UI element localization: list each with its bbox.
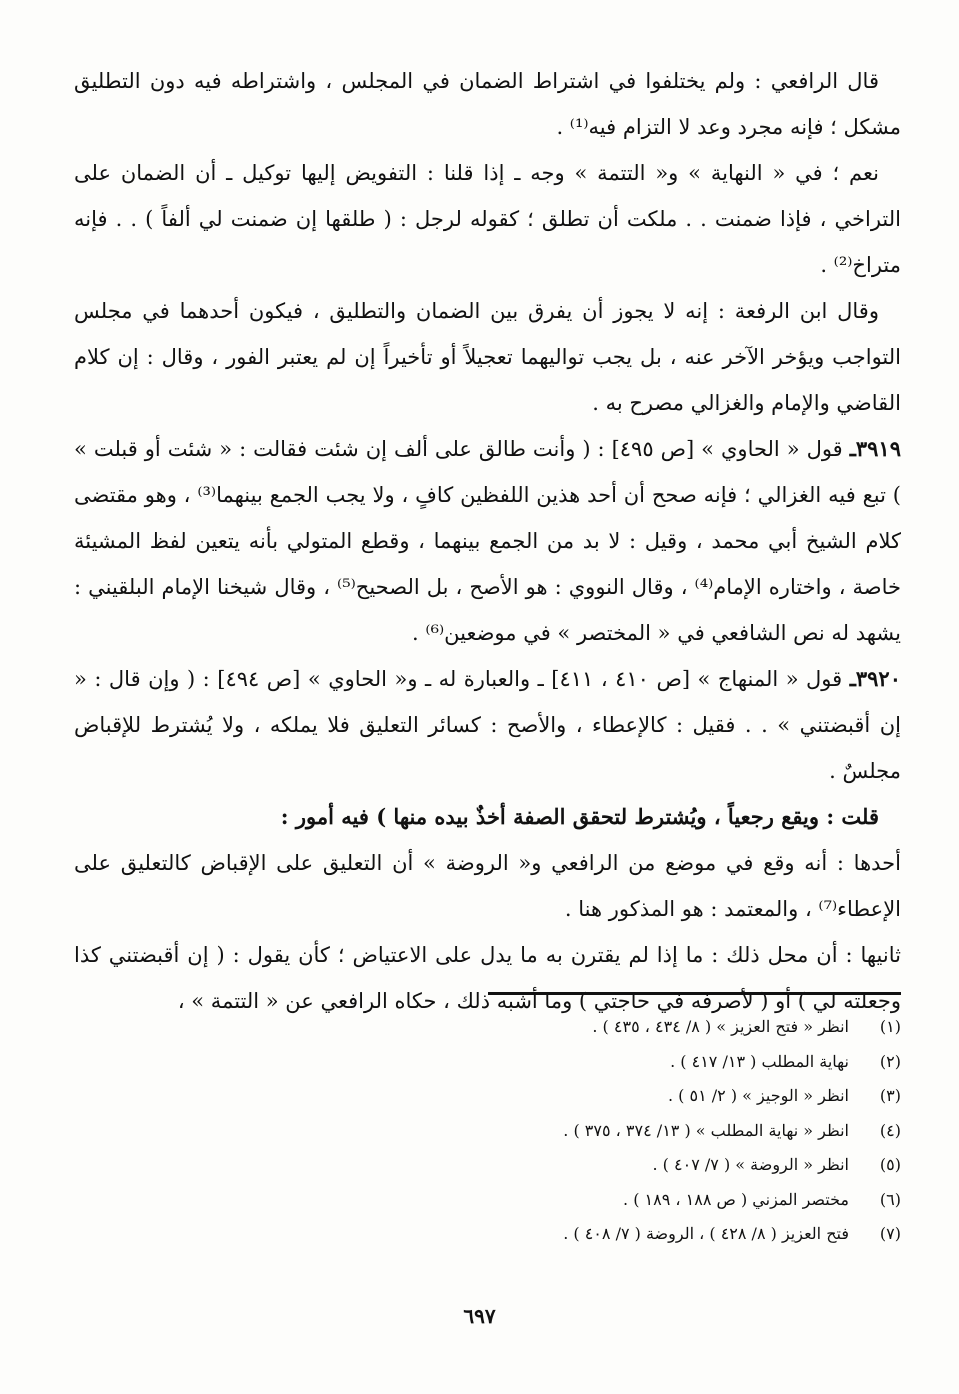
footnote-text: انظر « فتح العزيز » ( ٨/ ٤٣٤ ، ٤٣٥ ) . xyxy=(592,1017,849,1036)
footnote-text: نهاية المطلب ( ١٣/ ٤١٧ ) . xyxy=(670,1051,849,1071)
paragraph-text: قول « المنهاج » [ص ٤١٠ ، ٤١١] ـ والعبارة له ـ و« الحاوي » [ص ٤٩٤] : ( وإن قال : « إن أقبضتني » . . فقيل : كالإعطاء ، والأصح : كسائر التعليق فلا يملكه ، ولا يُشترط للإقباض مجلسٌ . xyxy=(74,667,901,783)
footnote-text: انظر « نهاية المطلب » ( ١٣/ ٣٧٤ ، ٣٧٥ ) . xyxy=(563,1120,849,1140)
paragraph-text: قال الرافعي : ولم يختلفوا في اشتراط الضمان في المجلس ، واشتراطه فيه دون التطليق مشكل ؛ فإنه مجرد وعد لا التزام فيه⁽¹⁾ . xyxy=(74,69,901,139)
paragraph-text: أحدها : أنه وقع في موضع من الرافعي و« الروضة » أن التعليق على الإقباض كالتعليق على الإعطاء⁽⁷⁾ ، والمعتمد : هو المذكور هنا . xyxy=(74,851,901,921)
page-number: ٦٩٧ xyxy=(463,1304,496,1328)
footnote xyxy=(74,1148,901,1183)
paragraph-text: وقال ابن الرفعة : إنه لا يجوز أن يفرق بين الضمان والتطليق ، فيكون أحدهما في مجلس التواجب ويؤخر الآخر عنه ، بل يجب تواليهما تعجيلاً أو تأخيراً إن لم يعتبر الفور ، وقال : إن كلام القاضي والإمام والغزالي مصرح به . xyxy=(74,299,901,415)
footnote-text: انظر « الوجيز » ( ٢/ ٥١ ) . xyxy=(668,1086,849,1105)
paragraph-text: نعم ؛ في « النهاية » و« التتمة » وجه ـ إذا قلنا : التفويض إليها توكيل ـ أن الضمان على التراخي ، فإذا ضمنت . . ملكت أن تطلق ؛ كقوله لرجل : ( طلقها إن ضمنت لي ألفاً ) . . فإنه متراخ⁽²⁾ . xyxy=(74,161,901,277)
paragraph xyxy=(74,288,901,426)
footnote xyxy=(74,1010,901,1045)
footnote-number: (١) xyxy=(879,1017,901,1036)
footnote-number: (٤) xyxy=(879,1120,901,1140)
footnote-number: (٧) xyxy=(879,1224,901,1243)
footnote xyxy=(74,1217,901,1252)
footnote-number: (٥) xyxy=(879,1155,901,1174)
footnote xyxy=(74,1114,901,1149)
paragraph xyxy=(74,58,901,150)
footnote-text: انظر « الروضة » ( ٧/ ٤٠٧ ) . xyxy=(652,1155,849,1174)
footnote xyxy=(74,1045,901,1080)
numbered-entry xyxy=(74,656,901,794)
footnote-number: (٦) xyxy=(879,1189,901,1209)
entry-number: ٣٩١٩ـ xyxy=(849,436,901,461)
paragraph-text: قول « الحاوي » [ص ٤٩٥] : ( وأنت طالق على ألف إن شئت فقالت : « شئت أو قبلت » ) تبع فيه الغزالي ؛ فإنه صحح أن أحد هذين اللفظين كافٍ ، ولا يجب الجمع بينهما⁽³⁾ ، وهو مقتضى كلام الشيخ أبي محمد ، وقيل : لا بد من الجمع بينهما ، وقطع المتولي بأنه يتعين لفظ المشيئة خاصة ، واختاره الإمام⁽⁴⁾ ، وقال النووي : هو الأصح ، بل الصحيح⁽⁵⁾ ، وقال شيخنا الإمام البلقيني : يشهد له نص الشافعي في « المختصر » في موضعين⁽⁶⁾ . xyxy=(74,437,902,645)
footnote-text: مختصر المزني ( ص ١٨٨ ، ١٨٩ ) . xyxy=(623,1189,849,1209)
paragraph xyxy=(74,840,901,932)
main-text xyxy=(74,58,901,1024)
paragraph xyxy=(74,150,901,288)
entry-number: ٣٩٢٠ـ xyxy=(849,666,901,691)
paragraph-text: قلت : ويقع رجعياً ، ويُشترط لتحقق الصفة أخذٌ بيده منها ) فيه أمور : xyxy=(280,804,879,829)
footnote-number: (٣) xyxy=(879,1086,901,1105)
paragraph-text: ثانيها : أن محل ذلك : ما إذا لم يقترن به ما يدل على الاعتياض ؛ كأن يقول : ( إن أقبضتني كذا وجعلته لي ) أو ( لأصرفه في حاجتي ) وما أشبه ذلك ، حكاه الرافعي عن « التتمة » ، xyxy=(74,943,901,1013)
footnote xyxy=(74,1183,901,1218)
footnote-number: (٢) xyxy=(879,1051,901,1071)
footnote xyxy=(74,1079,901,1114)
footnote-separator xyxy=(488,992,901,995)
footnotes xyxy=(74,1010,901,1252)
numbered-entry xyxy=(74,426,901,656)
footnote-text: فتح العزيز ( ٨/ ٤٢٨ ) ، الروضة ( ٧/ ٤٠٨ ) . xyxy=(563,1224,849,1243)
paragraph xyxy=(74,794,901,840)
